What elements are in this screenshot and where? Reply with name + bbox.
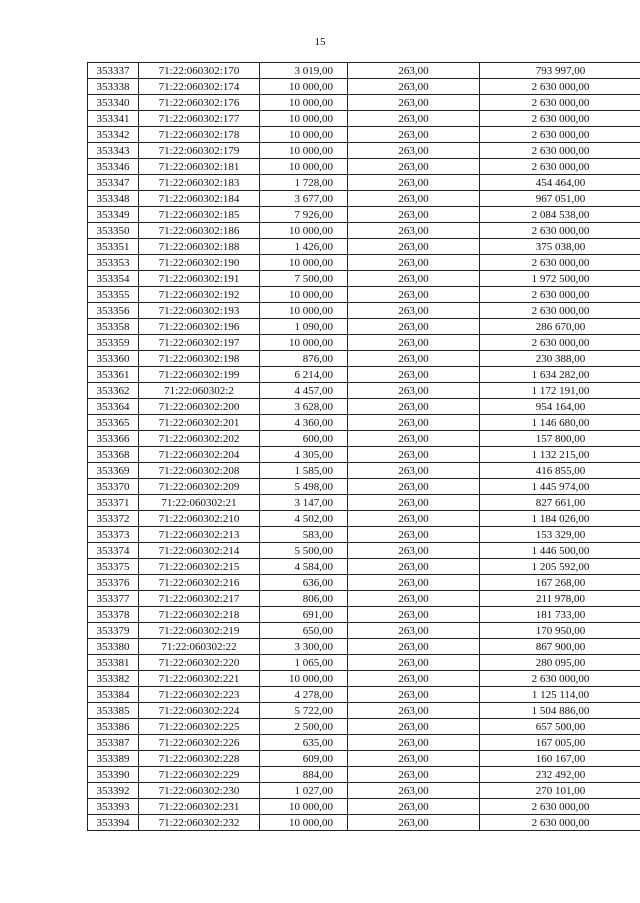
cadastral-number-cell: 71:22:060302:215 (139, 559, 260, 575)
rate-cell: 263,00 (348, 783, 480, 799)
table-row (88, 159, 640, 175)
record-number-cell: 353373 (88, 527, 139, 543)
value-cell: 1 132 215,00 (480, 447, 640, 463)
record-number-cell: 353378 (88, 607, 139, 623)
area-cell: 636,00 (260, 575, 348, 591)
record-number-cell: 353360 (88, 351, 139, 367)
cadastral-number-cell: 71:22:060302:223 (139, 687, 260, 703)
rate-cell: 263,00 (348, 447, 480, 463)
rate-cell: 263,00 (348, 191, 480, 207)
area-cell: 10 000,00 (260, 303, 348, 319)
rate-cell: 263,00 (348, 319, 480, 335)
area-cell: 10 000,00 (260, 671, 348, 687)
cadastral-number-cell: 71:22:060302:232 (139, 815, 260, 831)
table-row (88, 367, 640, 383)
value-cell: 2 630 000,00 (480, 127, 640, 143)
cadastral-number-cell: 71:22:060302:230 (139, 783, 260, 799)
cadastral-number-cell: 71:22:060302:191 (139, 271, 260, 287)
record-number-cell: 353355 (88, 287, 139, 303)
table-row (88, 767, 640, 783)
area-cell: 635,00 (260, 735, 348, 751)
table-row (88, 351, 640, 367)
cadastral-number-cell: 71:22:060302:202 (139, 431, 260, 447)
rate-cell: 263,00 (348, 479, 480, 495)
record-number-cell: 353370 (88, 479, 139, 495)
table-row (88, 671, 640, 687)
record-number-cell: 353369 (88, 463, 139, 479)
table-row (88, 399, 640, 415)
rate-cell: 263,00 (348, 735, 480, 751)
rate-cell: 263,00 (348, 767, 480, 783)
cadastral-number-cell: 71:22:060302:199 (139, 367, 260, 383)
cadastral-number-cell: 71:22:060302:174 (139, 79, 260, 95)
cadastral-number-cell: 71:22:060302:220 (139, 655, 260, 671)
table-row (88, 63, 640, 79)
cadastral-number-cell: 71:22:060302:229 (139, 767, 260, 783)
rate-cell: 263,00 (348, 175, 480, 191)
table-row (88, 175, 640, 191)
cadastral-number-cell: 71:22:060302:193 (139, 303, 260, 319)
rate-cell: 263,00 (348, 79, 480, 95)
rate-cell: 263,00 (348, 703, 480, 719)
record-number-cell: 353346 (88, 159, 139, 175)
value-cell: 827 661,00 (480, 495, 640, 511)
area-cell: 10 000,00 (260, 335, 348, 351)
table-row (88, 527, 640, 543)
table-row (88, 415, 640, 431)
table-row (88, 559, 640, 575)
table-row (88, 735, 640, 751)
rate-cell: 263,00 (348, 383, 480, 399)
cadastral-number-cell: 71:22:060302:197 (139, 335, 260, 351)
value-cell: 2 630 000,00 (480, 159, 640, 175)
area-cell: 691,00 (260, 607, 348, 623)
table-row (88, 239, 640, 255)
table-row (88, 655, 640, 671)
value-cell: 167 268,00 (480, 575, 640, 591)
rate-cell: 263,00 (348, 271, 480, 287)
area-cell: 2 500,00 (260, 719, 348, 735)
value-cell: 375 038,00 (480, 239, 640, 255)
record-number-cell: 353377 (88, 591, 139, 607)
record-number-cell: 353361 (88, 367, 139, 383)
rate-cell: 263,00 (348, 223, 480, 239)
table-row (88, 623, 640, 639)
table-row (88, 479, 640, 495)
area-cell: 583,00 (260, 527, 348, 543)
record-number-cell: 353337 (88, 63, 139, 79)
table-row (88, 431, 640, 447)
value-cell: 954 164,00 (480, 399, 640, 415)
table-row (88, 191, 640, 207)
value-cell: 2 630 000,00 (480, 799, 640, 815)
cadastral-number-cell: 71:22:060302:231 (139, 799, 260, 815)
table-row (88, 319, 640, 335)
area-cell: 10 000,00 (260, 255, 348, 271)
area-cell: 10 000,00 (260, 111, 348, 127)
area-cell: 10 000,00 (260, 159, 348, 175)
area-cell: 4 360,00 (260, 415, 348, 431)
cadastral-number-cell: 71:22:060302:228 (139, 751, 260, 767)
cadastral-number-cell: 71:22:060302:176 (139, 95, 260, 111)
area-cell: 6 214,00 (260, 367, 348, 383)
table-row (88, 271, 640, 287)
rate-cell: 263,00 (348, 111, 480, 127)
value-cell: 2 630 000,00 (480, 815, 640, 831)
area-cell: 5 500,00 (260, 543, 348, 559)
table-row (88, 607, 640, 623)
rate-cell: 263,00 (348, 543, 480, 559)
record-number-cell: 353338 (88, 79, 139, 95)
table-row (88, 143, 640, 159)
cadastral-number-cell: 71:22:060302:170 (139, 63, 260, 79)
cadastral-number-cell: 71:22:060302:216 (139, 575, 260, 591)
record-number-cell: 353347 (88, 175, 139, 191)
cadastral-number-cell: 71:22:060302:201 (139, 415, 260, 431)
area-cell: 4 584,00 (260, 559, 348, 575)
table-row (88, 127, 640, 143)
table-row (88, 223, 640, 239)
cadastral-number-cell: 71:22:060302:184 (139, 191, 260, 207)
rate-cell: 263,00 (348, 143, 480, 159)
value-cell: 1 445 974,00 (480, 479, 640, 495)
cadastral-number-cell: 71:22:060302:181 (139, 159, 260, 175)
area-cell: 4 278,00 (260, 687, 348, 703)
record-number-cell: 353372 (88, 511, 139, 527)
table-row (88, 255, 640, 271)
area-cell: 876,00 (260, 351, 348, 367)
area-cell: 7 926,00 (260, 207, 348, 223)
record-number-cell: 353387 (88, 735, 139, 751)
area-cell: 5 498,00 (260, 479, 348, 495)
rate-cell: 263,00 (348, 95, 480, 111)
area-cell: 10 000,00 (260, 127, 348, 143)
record-number-cell: 353375 (88, 559, 139, 575)
cadastral-number-cell: 71:22:060302:22 (139, 639, 260, 655)
cadastral-number-cell: 71:22:060302:178 (139, 127, 260, 143)
area-cell: 7 500,00 (260, 271, 348, 287)
value-cell: 1 446 500,00 (480, 543, 640, 559)
table-row (88, 95, 640, 111)
area-cell: 1 065,00 (260, 655, 348, 671)
area-cell: 3 019,00 (260, 63, 348, 79)
value-cell: 657 500,00 (480, 719, 640, 735)
land-parcel-table (87, 62, 640, 831)
area-cell: 806,00 (260, 591, 348, 607)
table-row (88, 783, 640, 799)
value-cell: 1 504 886,00 (480, 703, 640, 719)
value-cell: 1 972 500,00 (480, 271, 640, 287)
value-cell: 1 205 592,00 (480, 559, 640, 575)
cadastral-number-cell: 71:22:060302:213 (139, 527, 260, 543)
table-row (88, 447, 640, 463)
rate-cell: 263,00 (348, 799, 480, 815)
table-row (88, 719, 640, 735)
rate-cell: 263,00 (348, 655, 480, 671)
rate-cell: 263,00 (348, 431, 480, 447)
record-number-cell: 353382 (88, 671, 139, 687)
record-number-cell: 353349 (88, 207, 139, 223)
record-number-cell: 353385 (88, 703, 139, 719)
record-number-cell: 353393 (88, 799, 139, 815)
record-number-cell: 353343 (88, 143, 139, 159)
table-row (88, 591, 640, 607)
area-cell: 4 457,00 (260, 383, 348, 399)
table-row (88, 543, 640, 559)
cadastral-number-cell: 71:22:060302:221 (139, 671, 260, 687)
value-cell: 454 464,00 (480, 175, 640, 191)
value-cell: 153 329,00 (480, 527, 640, 543)
record-number-cell: 353359 (88, 335, 139, 351)
cadastral-number-cell: 71:22:060302:21 (139, 495, 260, 511)
table-row (88, 575, 640, 591)
rate-cell: 263,00 (348, 239, 480, 255)
rate-cell: 263,00 (348, 351, 480, 367)
area-cell: 3 147,00 (260, 495, 348, 511)
area-cell: 1 027,00 (260, 783, 348, 799)
value-cell: 1 125 114,00 (480, 687, 640, 703)
page-number: 15 (314, 36, 326, 48)
rate-cell: 263,00 (348, 687, 480, 703)
area-cell: 1 585,00 (260, 463, 348, 479)
cadastral-number-cell: 71:22:060302:226 (139, 735, 260, 751)
rate-cell: 263,00 (348, 527, 480, 543)
rate-cell: 263,00 (348, 623, 480, 639)
cadastral-number-cell: 71:22:060302:192 (139, 287, 260, 303)
rate-cell: 263,00 (348, 495, 480, 511)
record-number-cell: 353384 (88, 687, 139, 703)
area-cell: 10 000,00 (260, 95, 348, 111)
area-cell: 4 305,00 (260, 447, 348, 463)
value-cell: 2 630 000,00 (480, 111, 640, 127)
area-cell: 1 426,00 (260, 239, 348, 255)
area-cell: 10 000,00 (260, 143, 348, 159)
record-number-cell: 353356 (88, 303, 139, 319)
area-cell: 600,00 (260, 431, 348, 447)
cadastral-number-cell: 71:22:060302:200 (139, 399, 260, 415)
record-number-cell: 353394 (88, 815, 139, 831)
area-cell: 4 502,00 (260, 511, 348, 527)
value-cell: 230 388,00 (480, 351, 640, 367)
value-cell: 2 630 000,00 (480, 95, 640, 111)
record-number-cell: 353376 (88, 575, 139, 591)
cadastral-number-cell: 71:22:060302:204 (139, 447, 260, 463)
area-cell: 3 677,00 (260, 191, 348, 207)
cadastral-number-cell: 71:22:060302:218 (139, 607, 260, 623)
record-number-cell: 353364 (88, 399, 139, 415)
rate-cell: 263,00 (348, 415, 480, 431)
rate-cell: 263,00 (348, 751, 480, 767)
record-number-cell: 353392 (88, 783, 139, 799)
value-cell: 1 634 282,00 (480, 367, 640, 383)
table-row (88, 495, 640, 511)
area-cell: 10 000,00 (260, 815, 348, 831)
table-body (88, 63, 640, 831)
record-number-cell: 353368 (88, 447, 139, 463)
cadastral-number-cell: 71:22:060302:198 (139, 351, 260, 367)
table-row (88, 463, 640, 479)
value-cell: 2 630 000,00 (480, 335, 640, 351)
rate-cell: 263,00 (348, 671, 480, 687)
value-cell: 167 005,00 (480, 735, 640, 751)
cadastral-number-cell: 71:22:060302:186 (139, 223, 260, 239)
area-cell: 10 000,00 (260, 287, 348, 303)
record-number-cell: 353390 (88, 767, 139, 783)
value-cell: 967 051,00 (480, 191, 640, 207)
value-cell: 2 630 000,00 (480, 303, 640, 319)
record-number-cell: 353353 (88, 255, 139, 271)
rate-cell: 263,00 (348, 335, 480, 351)
record-number-cell: 353374 (88, 543, 139, 559)
rate-cell: 263,00 (348, 63, 480, 79)
value-cell: 793 997,00 (480, 63, 640, 79)
value-cell: 2 630 000,00 (480, 79, 640, 95)
record-number-cell: 353354 (88, 271, 139, 287)
value-cell: 181 733,00 (480, 607, 640, 623)
value-cell: 160 167,00 (480, 751, 640, 767)
value-cell: 867 900,00 (480, 639, 640, 655)
table-row (88, 287, 640, 303)
cadastral-number-cell: 71:22:060302:225 (139, 719, 260, 735)
value-cell: 270 101,00 (480, 783, 640, 799)
rate-cell: 263,00 (348, 367, 480, 383)
record-number-cell: 353386 (88, 719, 139, 735)
table-row (88, 799, 640, 815)
area-cell: 3 300,00 (260, 639, 348, 655)
record-number-cell: 353366 (88, 431, 139, 447)
table-row (88, 111, 640, 127)
table-row (88, 815, 640, 831)
table-row (88, 639, 640, 655)
record-number-cell: 353351 (88, 239, 139, 255)
value-cell: 211 978,00 (480, 591, 640, 607)
cadastral-number-cell: 71:22:060302:188 (139, 239, 260, 255)
cadastral-number-cell: 71:22:060302:208 (139, 463, 260, 479)
rate-cell: 263,00 (348, 607, 480, 623)
table-row (88, 383, 640, 399)
rate-cell: 263,00 (348, 303, 480, 319)
rate-cell: 263,00 (348, 719, 480, 735)
rate-cell: 263,00 (348, 287, 480, 303)
area-cell: 10 000,00 (260, 223, 348, 239)
value-cell: 2 630 000,00 (480, 287, 640, 303)
value-cell: 280 095,00 (480, 655, 640, 671)
cadastral-number-cell: 71:22:060302:2 (139, 383, 260, 399)
record-number-cell: 353348 (88, 191, 139, 207)
value-cell: 2 084 538,00 (480, 207, 640, 223)
record-number-cell: 353371 (88, 495, 139, 511)
record-number-cell: 353381 (88, 655, 139, 671)
cadastral-number-cell: 71:22:060302:209 (139, 479, 260, 495)
cadastral-number-cell: 71:22:060302:177 (139, 111, 260, 127)
value-cell: 2 630 000,00 (480, 255, 640, 271)
table-row (88, 687, 640, 703)
value-cell: 170 950,00 (480, 623, 640, 639)
cadastral-number-cell: 71:22:060302:190 (139, 255, 260, 271)
cadastral-number-cell: 71:22:060302:196 (139, 319, 260, 335)
rate-cell: 263,00 (348, 463, 480, 479)
rate-cell: 263,00 (348, 639, 480, 655)
table-row (88, 511, 640, 527)
value-cell: 286 670,00 (480, 319, 640, 335)
area-cell: 884,00 (260, 767, 348, 783)
rate-cell: 263,00 (348, 127, 480, 143)
value-cell: 2 630 000,00 (480, 671, 640, 687)
record-number-cell: 353379 (88, 623, 139, 639)
record-number-cell: 353362 (88, 383, 139, 399)
rate-cell: 263,00 (348, 255, 480, 271)
rate-cell: 263,00 (348, 399, 480, 415)
rate-cell: 263,00 (348, 207, 480, 223)
value-cell: 416 855,00 (480, 463, 640, 479)
record-number-cell: 353358 (88, 319, 139, 335)
record-number-cell: 353341 (88, 111, 139, 127)
table-row (88, 751, 640, 767)
area-cell: 1 090,00 (260, 319, 348, 335)
value-cell: 232 492,00 (480, 767, 640, 783)
value-cell: 1 172 191,00 (480, 383, 640, 399)
area-cell: 609,00 (260, 751, 348, 767)
value-cell: 1 146 680,00 (480, 415, 640, 431)
value-cell: 2 630 000,00 (480, 223, 640, 239)
table-row (88, 207, 640, 223)
table-row (88, 335, 640, 351)
record-number-cell: 353340 (88, 95, 139, 111)
value-cell: 2 630 000,00 (480, 143, 640, 159)
cadastral-number-cell: 71:22:060302:214 (139, 543, 260, 559)
table-row (88, 703, 640, 719)
rate-cell: 263,00 (348, 511, 480, 527)
cadastral-number-cell: 71:22:060302:217 (139, 591, 260, 607)
cadastral-number-cell: 71:22:060302:185 (139, 207, 260, 223)
cadastral-number-cell: 71:22:060302:179 (139, 143, 260, 159)
area-cell: 650,00 (260, 623, 348, 639)
cadastral-number-cell: 71:22:060302:224 (139, 703, 260, 719)
area-cell: 3 628,00 (260, 399, 348, 415)
record-number-cell: 353380 (88, 639, 139, 655)
record-number-cell: 353350 (88, 223, 139, 239)
cadastral-number-cell: 71:22:060302:183 (139, 175, 260, 191)
table-row (88, 79, 640, 95)
rate-cell: 263,00 (348, 575, 480, 591)
area-cell: 10 000,00 (260, 799, 348, 815)
table-row (88, 303, 640, 319)
rate-cell: 263,00 (348, 591, 480, 607)
rate-cell: 263,00 (348, 815, 480, 831)
value-cell: 157 800,00 (480, 431, 640, 447)
area-cell: 5 722,00 (260, 703, 348, 719)
record-number-cell: 353389 (88, 751, 139, 767)
record-number-cell: 353342 (88, 127, 139, 143)
cadastral-number-cell: 71:22:060302:219 (139, 623, 260, 639)
record-number-cell: 353365 (88, 415, 139, 431)
rate-cell: 263,00 (348, 159, 480, 175)
rate-cell: 263,00 (348, 559, 480, 575)
area-cell: 10 000,00 (260, 79, 348, 95)
value-cell: 1 184 026,00 (480, 511, 640, 527)
area-cell: 1 728,00 (260, 175, 348, 191)
cadastral-number-cell: 71:22:060302:210 (139, 511, 260, 527)
